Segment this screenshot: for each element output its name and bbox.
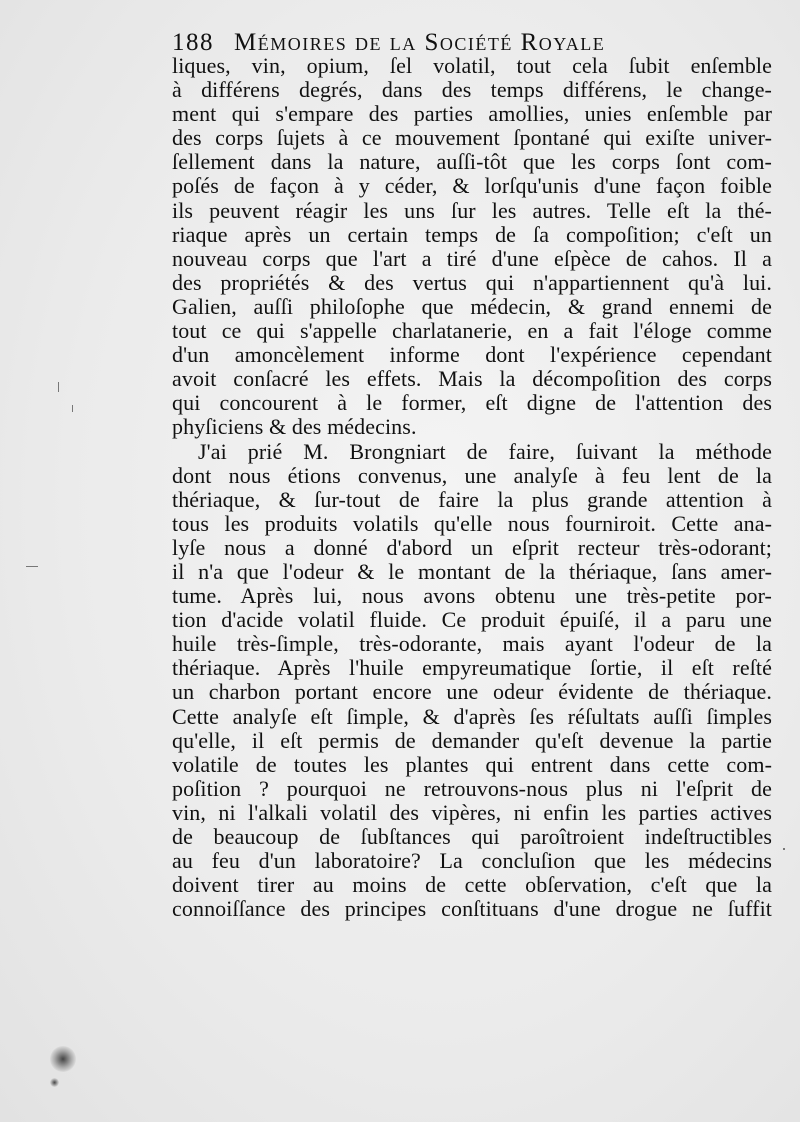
text-line: des corps ſujets à ce mouvement ſpontané qui exiſte univer-: [172, 125, 772, 151]
text-line: au feu d'un laboratoire? La concluſion que les médecins: [172, 848, 772, 874]
ink-smudge: [50, 1046, 76, 1072]
text-line: tout ce qui s'appelle charlatanerie, en a fait l'éloge comme: [172, 318, 772, 344]
text-line: phyſiciens & des médecins.: [172, 414, 417, 440]
text-line: huile très-ſimple, très-odorante, mais ayant l'odeur de la: [172, 631, 772, 657]
text-line: avoit conſacré les effets. Mais la décompoſition des corps: [172, 366, 772, 392]
margin-mark: [783, 848, 785, 850]
text-line: volatile de toutes les plantes qui entrent dans cette com-: [172, 751, 772, 777]
text-line: thériaque, & ſur-tout de faire la plus grande attention à: [172, 486, 772, 512]
margin-mark: [26, 566, 38, 567]
text-line: connoiſſance des principes conſtituans d'une drogue ne ſuffit: [172, 896, 772, 922]
text-line: nouveau corps que l'art a tiré d'une eſpèce de cahos. Il a: [172, 245, 772, 271]
body-text: [172, 54, 772, 921]
text-line: qui concourent à le former, eſt digne de l'attention des: [172, 390, 772, 416]
ink-speck: [50, 1078, 59, 1087]
text-line: des propriétés & des vertus qui n'appartiennent qu'à lui.: [172, 269, 772, 295]
text-line: ment qui s'empare des parties amollies, unies enſemble par: [172, 101, 772, 127]
margin-mark: [58, 382, 59, 392]
text-line: qu'elle, il eſt permis de demander qu'eſt devenue la partie: [172, 727, 772, 753]
text-line: Galien, auſſi philoſophe que médecin, & grand ennemi de: [172, 293, 772, 319]
text-line: poſés de façon à y céder, & lorſqu'unis d'une façon foible: [172, 173, 772, 199]
text-line: à différens degrés, dans des temps différens, le change-: [172, 77, 772, 103]
margin-mark: [72, 405, 73, 412]
text-line: riaque après un certain temps de ſa compoſition; c'eſt un: [172, 221, 772, 247]
running-title: Mémoires de la Société Royale: [234, 29, 606, 56]
text-line: J'ai prié M. Brongniart de faire, ſuivant la méthode: [198, 438, 772, 464]
text-line: thériaque. Après l'huile empyreumatique ſortie, il eſt reſté: [172, 655, 772, 681]
text-line: ils peuvent réagir les uns ſur les autres. Telle eſt la thé-: [172, 197, 772, 223]
text-line: poſition ? pourquoi ne retrouvons-nous plus ni l'eſprit de: [172, 775, 772, 801]
text-line: tion d'acide volatil fluide. Ce produit épuiſé, il a paru une: [172, 607, 772, 633]
text-line: tous les produits volatils qu'elle nous fourniroit. Cette ana-: [172, 510, 772, 536]
text-line: doivent tirer au moins de cette obſervation, c'eſt que la: [172, 872, 772, 898]
text-line: il n'a que l'odeur & le montant de la thériaque, ſans amer-: [172, 558, 772, 584]
text-line: liques, vin, opium, ſel volatil, tout cela ſubit enſemble: [172, 53, 772, 78]
text-line: d'un amoncèlement informe dont l'expérience cependant: [172, 342, 772, 368]
page-number: 188: [172, 29, 214, 56]
text-line: ſellement dans la nature, auſſi-tôt que les corps ſont com-: [172, 149, 772, 175]
text-line: lyſe nous a donné d'abord un eſprit recteur très-odorant;: [172, 534, 772, 560]
text-line: dont nous étions convenus, une analyſe à feu lent de la: [172, 462, 772, 488]
text-line: de beaucoup de ſubſtances qui paroîtroient indeſtructibles: [172, 824, 772, 849]
text-line: vin, ni l'alkali volatil des vipères, ni enfin les parties actives: [172, 799, 772, 825]
text-line: tume. Après lui, nous avons obtenu une très-petite por-: [172, 583, 772, 609]
text-line: un charbon portant encore une odeur évidente de thériaque.: [172, 679, 772, 705]
text-line: Cette analyſe eſt ſimple, & d'après ſes réſultats auſſi ſimples: [172, 703, 772, 729]
